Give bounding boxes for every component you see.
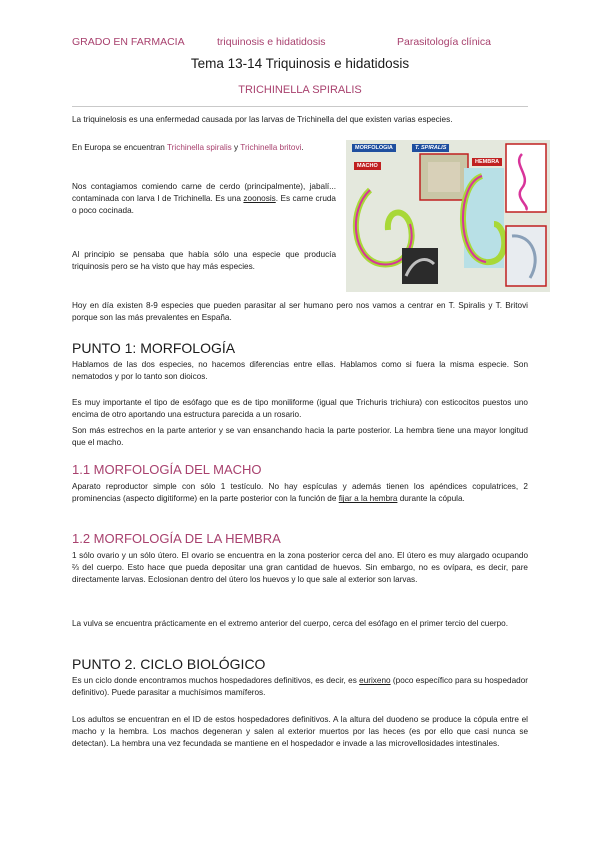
intro-text: . Es carne cruda o poco cocinada. (72, 194, 336, 216)
sec12-paragraph-2: La vulva se encuentra prácticamente en el extremo anterior del cuerpo, cerca del esófago en el primer tercio del cuerpo. (72, 619, 508, 628)
sec11-paragraph-1 (72, 481, 528, 505)
species-britovi: Trichinella britovi (240, 143, 302, 152)
sec2-paragraph-2: Los adultos se encuentran en el ID de estos hospedadores definitivos. A la altura del duodeno se produce la cópula entre el macho y la hembra. Los machos degeneran y salen al exterior muertos por las heces (es por ello que casi nunca se detectan). La hembra una vez fecundada se mantiene en el hospedador e invade a las microvellosidades intestinales. (72, 715, 528, 749)
species-spiralis: Trichinella spiralis (166, 143, 232, 152)
intro-text: y (231, 143, 241, 152)
header-subject: Parasitología clínica (397, 36, 491, 48)
morphology-figure (346, 140, 550, 292)
page-subtitle: TRICHINELLA SPIRALIS (238, 84, 362, 96)
intro-text: . (301, 143, 304, 152)
sec2-text: (poco específico para su hospedador definitivo). Puede parasitar a muchísimos mamíferos. (72, 676, 528, 698)
figure-label-species: T. SPIRALIS (412, 144, 449, 152)
sec1-paragraph-3: Son más estrechos en la parte anterior y se van ensanchando hacia la parte posterior. La hembra tiene una mayor longitud que el macho. (72, 426, 528, 448)
intro-text: Nos contagiamos comiendo carne de cerdo (principalmente), jabalí... contaminada con larva I de Trichinella. Es una (72, 182, 336, 204)
divider (72, 106, 528, 107)
section-hembra-heading: 1.2 MORFOLOGÍA DE LA HEMBRA (72, 531, 281, 546)
intro-paragraph-1: La triquinelosis es una enfermedad causada por las larvas de Trichinella del que existen varias especies. (72, 115, 453, 124)
header-course: GRADO EN FARMACIA (72, 36, 185, 48)
sec2-text: Es un ciclo donde encontramos muchos hospedadores definitivos, es decir, es (72, 676, 360, 685)
zoonosis-term: zoonosis (243, 194, 276, 204)
eurixeno-term: eurixeno (359, 676, 391, 685)
intro-paragraph-5: Hoy en día existen 8-9 especies que pueden parasitar al ser humano pero nos vamos a centrar en T. Spiralis y T. Britovi porque son las más prevalentes en España. (72, 301, 528, 323)
sec1-paragraph-2: Es muy importante el tipo de esófago que es de tipo moniliforme (igual que Trichuris trichiura) con esticocitos puestos uno encima de otro aportando una estructura parecida a un rosario. (72, 398, 528, 420)
section-ciclo-heading: PUNTO 2. CICLO BIOLÓGICO (72, 656, 266, 672)
figure-label-morfologia: MORFOLOGIA (352, 144, 396, 152)
sec2-paragraph-1 (72, 675, 528, 699)
sec1-paragraph-1: Hablamos de las dos especies, no hacemos diferencias entre ellas. Hablamos como si fuera la misma especie. Son nematodos y por lo tanto son dioicos. (72, 360, 528, 382)
intro-paragraph-3 (72, 181, 336, 218)
figure-label-hembra: HEMBRA (472, 158, 502, 166)
section-macho-heading: 1.1 MORFOLOGÍA DEL MACHO (72, 462, 262, 477)
sec11-text: durante la cópula. (397, 494, 465, 504)
intro-paragraph-2 (72, 142, 336, 154)
fijar-hembra-term: fijar a la hembra (338, 494, 398, 504)
figure-label-macho: MACHO (354, 162, 381, 170)
worm-illustration (346, 140, 550, 292)
section-morfologia-heading: PUNTO 1: MORFOLOGÍA (72, 340, 236, 356)
sec12-paragraph-1: 1 sólo ovario y un sólo útero. El ovario se encuentra en la zona posterior cerca del ano. El útero es muy alargado ocupando ⅔ del cuerpo. Esto hace que pueda depositar una gran cantidad de huevos. Sin embargo, no es ovípara, es decir, pare directamente larvas. Eclosionan dentro del útero los huevos y lo que sale al exterior son larvas. (72, 551, 528, 585)
sec11-text: Aparato reproductor simple con sólo 1 testículo. No hay espículas y además tienen los apéndices copulatrices, 2 prominencias (aspecto digitiforme) en la parte posterior con la función de (72, 482, 528, 504)
intro-text: En Europa se encuentran (72, 143, 167, 152)
intro-paragraph-4: Al principio se pensaba que había sólo una especie que producía triquinosis pero se ha visto que hay más especies. (72, 250, 336, 272)
page-title: Tema 13-14 Triquinosis e hidatidosis (190, 56, 410, 71)
header-topic: triquinosis e hidatidosis (217, 36, 326, 48)
